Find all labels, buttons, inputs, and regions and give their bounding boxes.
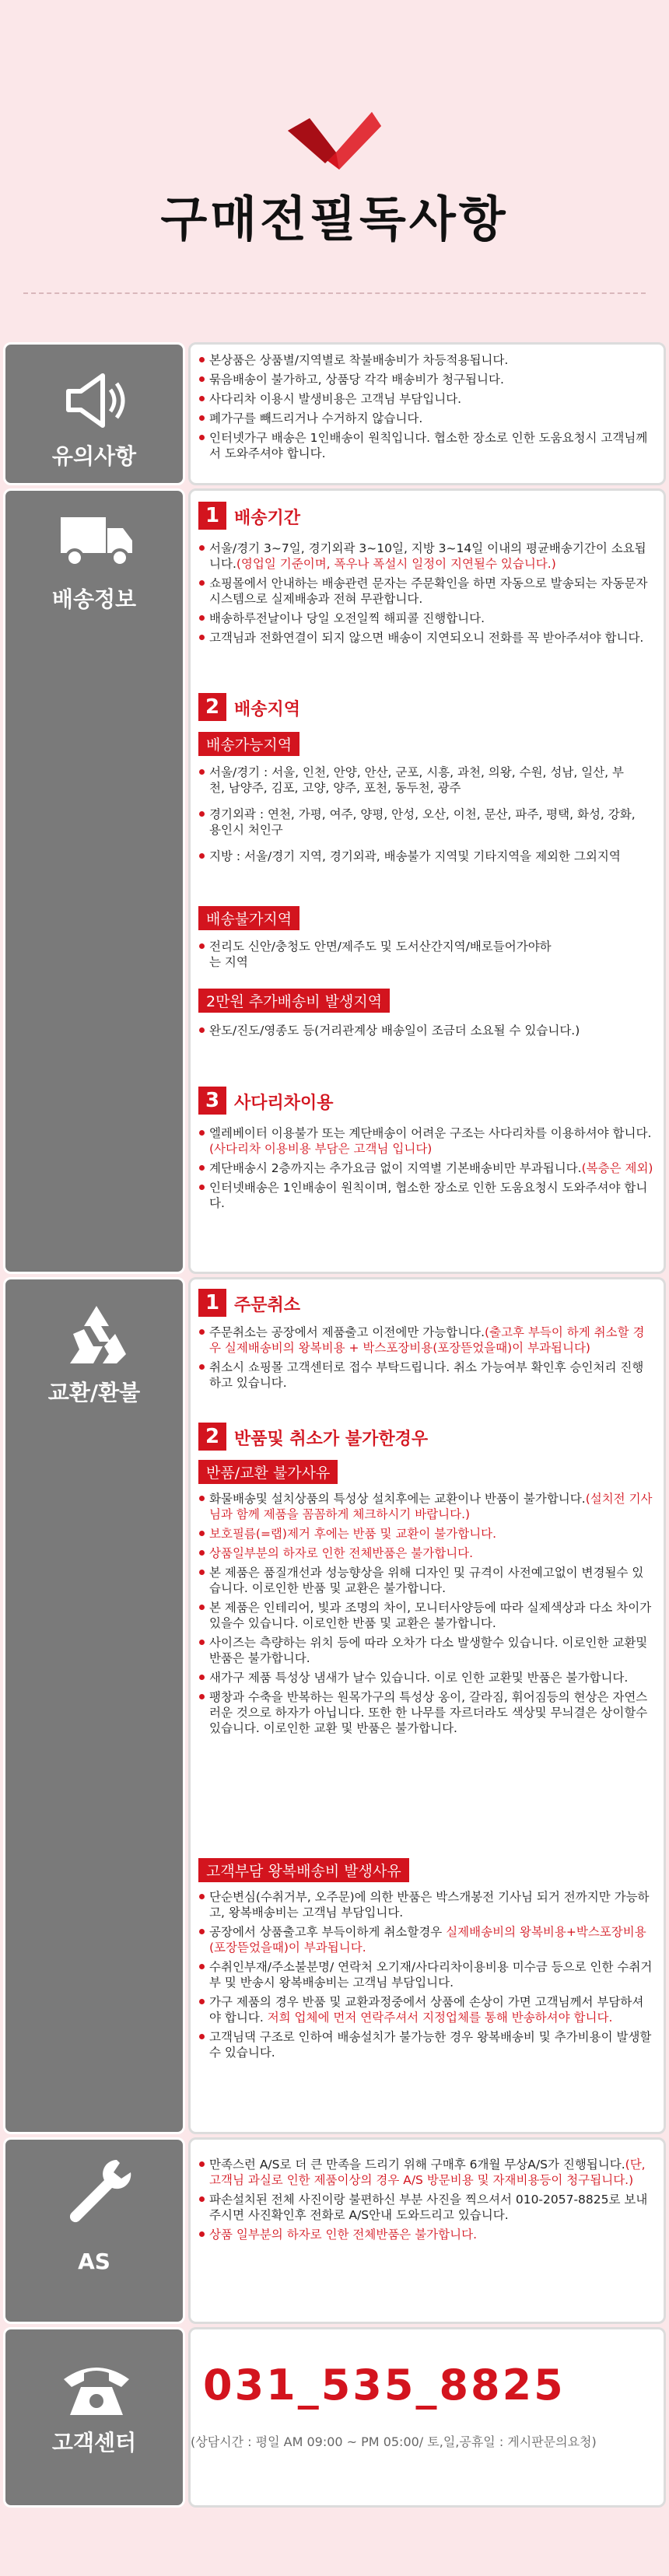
heading-text: 배송지역	[234, 700, 301, 719]
exchange-title: 교환/환불	[47, 1380, 141, 1405]
list-item: 엘레베이터 이용불가 또는 계단배송이 어려운 구조는 사다리차를 이용하셔야 합니다.(사다리차 이용비용 부담은 고객님 입니다)	[198, 1125, 654, 1157]
list-item: 고객님과 전화연결이 되지 않으면 배송이 지연되오니 전화를 꼭 받아주셔야 합니다.	[198, 630, 654, 646]
list-item: 본 제품은 인테리어, 빛과 조명의 차이, 모니터사양등에 따라 실제색상과 다소 차이가 있을수 있습니다. 이로인한 반품 및 교환은 불가합니다.	[198, 1600, 654, 1631]
list-item: 만족스런 A/S로 더 큰 만족을 드리기 위해 구매후 6개월 무상A/S가 진행됩니다.(단, 고객님 과실로 인한 제품이상의 경우 A/S 방문비용 및 자재비용등이 청구됩니다.)	[198, 2157, 654, 2188]
list-item: 고객님댁 구조로 인하여 배송설치가 불가능한 경우 왕복배송비 및 추가비용이 발생할수 있습니다.	[198, 2029, 654, 2060]
list-item: 경기외곽 : 연천, 가평, 여주, 양평, 안성, 오산, 이천, 문산, 파주, 평택, 화성, 강화, 용인시 처인구	[198, 807, 639, 838]
notice-item: 본상품은 상품별/지역별로 착불배송비가 차등적용됩니다.	[198, 352, 654, 368]
customer-center-section	[3, 2327, 666, 2508]
page-title: 구매전필독사항	[160, 191, 509, 247]
list-item: 상품 일부분의 하자로 인한 전체반품은 불가합니다.	[198, 2227, 654, 2242]
return-fee-list	[198, 1889, 654, 2064]
list-item: 파손설치된 전체 사진이랑 불편하신 부분 사진을 찍으셔서 010-2057-8825로 보내주시면 사진확인후 전화로 A/S안내 도와드리고 있습니다.	[198, 2192, 654, 2223]
ladder-truck-list	[198, 1125, 654, 1215]
heading-text: 사다리차이용	[234, 1094, 334, 1113]
number-badge: 2	[198, 693, 226, 721]
header-divider	[23, 292, 646, 294]
list-item: 본 제품은 품질개선과 성능향상을 위해 디자인 및 규격이 사전예고없이 변경될수 있습니다. 이로인한 반품 및 교환은 불가합니다.	[198, 1565, 654, 1596]
delivery-period-list	[198, 541, 654, 649]
shipping-content	[188, 488, 666, 1274]
extra-fee-region-label: 2만원 추가배송비 발생지역	[198, 989, 390, 1013]
as-section	[3, 2137, 666, 2324]
unavailable-region-label: 배송불가지역	[198, 906, 299, 930]
number-badge: 2	[198, 1423, 226, 1451]
heading-text: 배송기간	[234, 509, 301, 528]
exchange-content	[188, 1277, 666, 2134]
shipping-label-panel	[3, 488, 185, 1274]
list-item: 수취인부재/주소불분명/ 연락처 오기재/사다리차이용비용 미수금 등으로 인한 수취거부 및 반송시 왕복배송비는 고객님 부담입니다.	[198, 1959, 654, 1990]
phone-number[interactable]: 031_535_8825	[203, 2361, 566, 2410]
customer-center-content	[188, 2327, 666, 2508]
consultation-hours: (상담시간 : 평일 AM 09:00 ~ PM 05:00/ 토,일,공휴일 : 게시판문의요청)	[191, 2434, 597, 2449]
checkmark-logo-icon	[280, 109, 389, 171]
return-reason-label: 반품/교환 불가사유	[198, 1460, 338, 1484]
list-item: 공장에서 상품출고후 부득이하게 취소할경우 실제배송비의 왕복비용+박스포장비용 (포장뜯었을때)이 부과됩니다.	[198, 1924, 654, 1955]
notice-label-panel	[3, 342, 185, 485]
heading-text: 주문취소	[234, 1296, 301, 1315]
truck-icon	[58, 506, 135, 576]
notice-item: 인터넷가구 배송은 1인배송이 원칙입니다. 협소한 장소로 인한 도움요청시 고객님께서 도와주셔야 합니다.	[198, 430, 654, 461]
number-badge: 3	[198, 1087, 226, 1115]
list-item: 가구 제품의 경우 반품 및 교환과정중에서 상품에 손상이 가면 고객님께서 부담하셔야 합니다. 저희 업체에 먼저 연락주셔서 지정업체를 통해 반송하셔야 합니다.	[198, 1994, 654, 2025]
as-label-panel	[3, 2137, 185, 2324]
list-item: 서울/경기 3~7일, 경기외곽 3~10일, 지방 3~14일 이내의 평균배송기간이 소요됩니다.(영업일 기준이며, 폭우나 폭설시 일정이 지연될수 있습니다.)	[198, 541, 654, 572]
notice-content	[188, 342, 666, 485]
notice-item: 폐가구를 빼드리거나 수거하지 않습니다.	[198, 411, 654, 426]
unavailable-region-list	[198, 939, 654, 974]
return-fee-label: 고객부담 왕복배송비 발생사유	[198, 1858, 409, 1882]
order-cancel-list	[198, 1325, 654, 1395]
heading-text: 반품및 취소가 불가한경우	[234, 1430, 429, 1449]
list-item: 인터넷배송은 1인배송이 원칙이며, 협소한 장소로 인한 도움요청시 도와주셔야 합니다.	[198, 1180, 654, 1211]
extra-fee-region-list	[198, 1023, 654, 1042]
list-item: 계단배송시 2층까지는 추가요금 없이 지역별 기본배송비만 부과됩니다.(복층은 제외)	[198, 1160, 654, 1176]
shipping-title: 배송정보	[51, 586, 137, 612]
list-item: 단순변심(수취거부, 오주문)에 의한 반품은 박스개봉전 기사님 되거 전까지만 가능하고, 왕복배송비는 고객님 부담입니다.	[198, 1889, 654, 1920]
list-item: 주문취소는 공장에서 제품출고 이전에만 가능합니다.(출고후 부득이 하게 취소할 경우 실제배송비의 왕복비용 + 박스포장비용(포장뜯었을때)이 부과됩니다)	[198, 1325, 654, 1356]
number-badge: 1	[198, 1289, 226, 1317]
list-item: 새가구 제품 특성상 냄새가 날수 있습니다. 이로 인한 교환및 반품은 불가합니다.	[198, 1670, 654, 1685]
customer-center-label-panel	[3, 2327, 185, 2508]
list-item: 배송하루전날이나 당일 오전일찍 해피콜 진행합니다.	[198, 611, 654, 626]
list-item: 상품일부분의 하자로 인한 전체반품은 불가합니다.	[198, 1545, 654, 1561]
header	[0, 0, 669, 342]
notice-section	[3, 342, 666, 485]
notice-item: 사다리차 이용시 발생비용은 고객님 부담입니다.	[198, 391, 654, 407]
return-reason-list	[198, 1491, 654, 1740]
shipping-section	[3, 488, 666, 1274]
notice-list	[198, 352, 654, 465]
list-item: 취소시 쇼핑몰 고객센터로 접수 부탁드립니다. 취소 가능여부 확인후 승인처리 진행하고 있습니다.	[198, 1360, 654, 1391]
as-list	[198, 2157, 654, 2246]
exchange-label-panel	[3, 1277, 185, 2134]
available-region-list	[198, 765, 654, 868]
list-item: 완도/진도/영종도 등(거리관계상 배송일이 조금더 소요될 수 있습니다.)	[198, 1023, 654, 1038]
notice-title: 유의사항	[51, 443, 137, 469]
list-item: 사이즈는 측량하는 위치 등에 따라 오차가 다소 발생할수 있습니다. 이로인한 교환및 반품은 불가합니다.	[198, 1635, 654, 1666]
available-region-label: 배송가능지역	[198, 732, 299, 756]
list-item: 전리도 신안/충청도 안면/제주도 및 도서산간지역/배로들어가야하는 지역	[198, 939, 561, 970]
as-title: AS	[78, 2249, 110, 2274]
number-badge: 1	[198, 502, 226, 530]
recycle-icon	[58, 1300, 135, 1370]
list-item: 서울/경기 : 서울, 인천, 안양, 안산, 군포, 시흥, 과천, 의왕, 수원, 성남, 일산, 부천, 남양주, 김포, 고양, 양주, 포천, 동두천, 광주	[198, 765, 639, 796]
list-item: 화물배송및 설치상품의 특성상 설치후에는 교환이나 반품이 불가합니다.(설치전 기사님과 함께 제품을 꼼꼼하게 체크하시기 바랍니다.)	[198, 1491, 654, 1522]
megaphone-icon	[58, 366, 135, 436]
list-item: 팽창과 수축을 반복하는 원목가구의 특성상 옹이, 갈라짐, 휘어짐등의 현상은 자연스러운 것으로 하자가 아닙니다. 또한 한 나무를 자르더라도 색상및 무늬결은 상이할수 있습니다. 이로인한 교환 및 반품은 불가합니다.	[198, 1689, 654, 1736]
list-item: 보호필름(=랩)제거 후에는 반품 및 교환이 불가합니다.	[198, 1526, 654, 1542]
notice-item: 묶음배송이 불가하고, 상품당 각각 배송비가 청구됩니다.	[198, 372, 654, 387]
wrench-icon	[58, 2155, 135, 2225]
list-item: 쇼핑몰에서 안내하는 배송관련 문자는 주문확인을 하면 자동으로 발송되는 자동문자 시스템으로 실제배송과 전혀 무관합니다.	[198, 576, 654, 607]
telephone-icon	[58, 2353, 135, 2423]
exchange-section	[3, 1277, 666, 2134]
as-content	[188, 2137, 666, 2324]
list-item: 지방 : 서울/경기 지역, 경기외곽, 배송불가 지역및 기타지역을 제외한 그외지역	[198, 849, 639, 864]
customer-center-title: 고객센터	[51, 2430, 137, 2455]
